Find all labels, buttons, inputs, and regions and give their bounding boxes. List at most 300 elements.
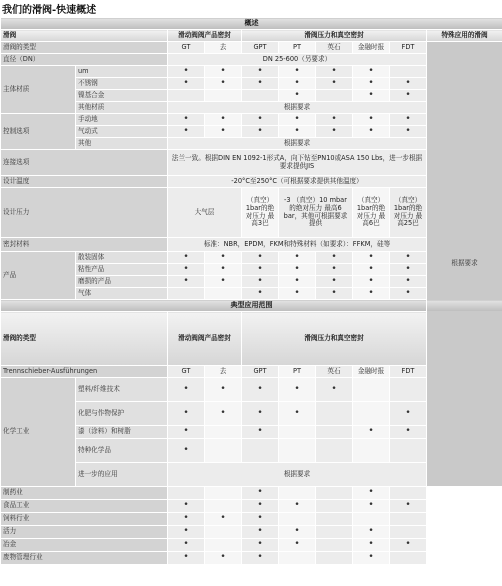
sub-label: 不锈钢 [76,78,168,90]
bullet-mark: • [220,125,226,136]
type-cell: PT [279,42,316,54]
page-title: 我们的滑阀-快速概述 [2,5,97,16]
type-cell: 去 [205,42,242,54]
mark-cell [353,276,390,288]
type-label: Trennschieber-Ausführungen [1,366,168,378]
bullet-mark: • [368,89,374,100]
mark-cell [279,552,316,565]
header-first: 滑阀的类型 [1,312,168,366]
mark-cell [279,252,316,264]
bullet-mark: • [405,275,411,286]
mark-cell [353,526,390,539]
bullet-mark: • [257,113,263,124]
mark-cell [242,378,279,402]
mark-cell [205,78,242,90]
bullet-mark: • [183,383,189,394]
mark-cell [353,114,390,126]
bullet-mark: • [257,275,263,286]
mark-cell [279,114,316,126]
bullet-mark: • [257,65,263,76]
mark-cell [279,402,316,426]
mark-cell [168,276,205,288]
applications-band: 典型应用范围 [1,300,502,312]
mark-cell [353,539,390,552]
type-cell: PT [279,366,316,378]
mark-cell [205,276,242,288]
mark-cell [205,526,242,539]
type-cell: GPT [242,366,279,378]
bullet-mark: • [183,526,189,537]
mark-cell [279,288,316,300]
mark-cell [316,526,353,539]
mark-cell [242,288,279,300]
bullet-mark: • [257,263,263,274]
bullet-mark: • [257,500,263,511]
seal-label: 密封材料 [1,238,168,252]
mark-cell [390,552,427,565]
sub-label: 进一步的应用 [76,463,168,487]
bullet-mark: • [405,113,411,124]
mark-cell [279,539,316,552]
mark-cell [316,500,353,513]
mark-cell [242,487,279,500]
bullet-mark: • [331,263,337,274]
mark-cell [316,66,353,78]
mark-cell [168,552,205,565]
mark-cell [353,66,390,78]
mark-cell [316,402,353,426]
mark-cell [390,539,427,552]
sub-label: 磨损的产品 [76,276,168,288]
bullet-mark: • [257,539,263,550]
mark-cell [205,264,242,276]
temperature-label: 设计温度 [1,176,168,188]
mark-cell [390,78,427,90]
pressure-label: 设计压力 [1,188,168,238]
bullet-mark: • [331,287,337,298]
span-cell: 根据要求 [168,138,427,150]
table-row [1,552,502,565]
bullet-mark: • [183,275,189,286]
mark-cell [205,402,242,426]
bullet-mark: • [183,77,189,88]
mark-cell [390,126,427,138]
bullet-mark: • [183,513,189,524]
sub-label: 漆（涂料）和树脂 [76,426,168,439]
mark-cell [168,402,205,426]
mark-cell [279,439,316,463]
sub-label: 镍基合金 [76,90,168,102]
mark-cell [353,78,390,90]
mark-cell [353,513,390,526]
mark-cell [353,402,390,426]
mark-cell [316,288,353,300]
mark-cell [390,487,427,500]
special-column: 根据要求 [427,42,502,487]
sub-label: 其他 [76,138,168,150]
bullet-mark: • [257,407,263,418]
mark-cell [168,114,205,126]
diameter-value: DN 25-600（另要求） [168,54,427,66]
bullet-mark: • [220,275,226,286]
mark-cell [316,114,353,126]
mark-cell [242,526,279,539]
mark-cell [316,126,353,138]
mark-cell [168,539,205,552]
bullet-mark: • [257,125,263,136]
mark-cell [390,66,427,78]
bullet-mark: • [294,251,300,262]
mark-cell [168,378,205,402]
table-row [1,513,502,526]
bullet-mark: • [368,77,374,88]
bullet-mark: • [368,263,374,274]
bullet-mark: • [405,407,411,418]
table-row [1,500,502,513]
bullet-mark: • [183,426,189,437]
sub-label: 化肥与作物保护 [76,402,168,426]
mark-cell [279,487,316,500]
industry-label: 制药业 [1,487,168,500]
chemistry-label: 化学工业 [1,378,76,487]
table-row [1,487,502,500]
mark-cell [316,439,353,463]
type-cell: FDT [390,42,427,54]
mark-cell [205,252,242,264]
bullet-mark: • [257,383,263,394]
sub-label: 手动地 [76,114,168,126]
mark-cell [242,276,279,288]
industry-label: 废物管理行业 [1,552,168,565]
pressure-atm: 大气层 [168,188,242,238]
diameter-label: 直径（DN） [1,54,168,66]
mark-cell [242,78,279,90]
industry-label: 食品工业 [1,500,168,513]
mark-cell [316,264,353,276]
mark-cell [279,526,316,539]
bullet-mark: • [368,426,374,437]
mark-cell [353,552,390,565]
mark-cell [242,114,279,126]
type-label: 滑阀的类型 [1,42,168,54]
bullet-mark: • [257,251,263,262]
mark-cell [390,252,427,264]
type-cell: 金融时报 [353,366,390,378]
mark-cell [205,439,242,463]
bullet-mark: • [331,125,337,136]
bullet-mark: • [405,125,411,136]
bullet-mark: • [405,77,411,88]
bullet-mark: • [183,65,189,76]
temperature-value: -20°C至250°C（可根据要求提供其他温度） [168,176,427,188]
bullet-mark: • [220,552,226,563]
mark-cell [279,90,316,102]
mark-cell [390,114,427,126]
mark-cell [242,500,279,513]
mark-cell [168,78,205,90]
header-product: 滑动阀阀产品密封 [168,312,242,366]
bullet-mark: • [183,251,189,262]
bullet-mark: • [220,383,226,394]
type-cell: GPT [242,42,279,54]
bullet-mark: • [294,113,300,124]
mark-cell [390,526,427,539]
sub-label: um [76,66,168,78]
bullet-mark: • [183,539,189,550]
pressure-fdt: （真空）1bar的绝对压力 最高25巴 [390,188,427,238]
mark-cell [242,426,279,439]
mark-cell [279,276,316,288]
product-label: 产品 [1,252,76,300]
mark-cell [390,378,427,402]
bullet-mark: • [183,444,189,455]
bullet-mark: • [294,500,300,511]
type-cell: GT [168,42,205,54]
mark-cell [390,288,427,300]
bullet-mark: • [368,275,374,286]
mark-cell [279,513,316,526]
bullet-mark: • [257,552,263,563]
bullet-mark: • [220,251,226,262]
mark-cell [168,439,205,463]
type-cell: 金融时报 [353,42,390,54]
bullet-mark: • [294,275,300,286]
pressure-gpt: （真空）1bar的绝对压力 最高3巴 [242,188,279,238]
industry-label: 冶金 [1,539,168,552]
mark-cell [390,439,427,463]
bullet-mark: • [405,89,411,100]
header-pressure: 滑阀压力和真空密封 [242,312,427,366]
type-cell: GT [168,366,205,378]
mark-cell [279,78,316,90]
mark-cell [205,114,242,126]
bullet-mark: • [294,125,300,136]
mark-cell [390,264,427,276]
bullet-mark: • [257,287,263,298]
bullet-mark: • [220,113,226,124]
bullet-mark: • [368,287,374,298]
mark-cell [390,402,427,426]
bullet-mark: • [294,383,300,394]
mark-cell [316,487,353,500]
bullet-mark: • [294,407,300,418]
mark-cell [390,90,427,102]
mark-cell [390,276,427,288]
industry-label: 饲料行业 [1,513,168,526]
mark-cell [316,378,353,402]
mark-cell [353,90,390,102]
table-row [1,30,502,42]
mark-cell [205,426,242,439]
bullet-mark: • [220,407,226,418]
mark-cell [279,66,316,78]
bullet-mark: • [368,487,374,498]
bullet-mark: • [368,539,374,550]
bullet-mark: • [183,500,189,511]
bullet-mark: • [257,426,263,437]
bullet-mark: • [368,500,374,511]
mark-cell [316,276,353,288]
bullet-mark: • [183,263,189,274]
mark-cell [279,264,316,276]
bullet-mark: • [368,251,374,262]
mark-cell [316,78,353,90]
span-cell: 根据要求 [168,463,427,487]
mark-cell [168,288,205,300]
mark-cell [168,252,205,264]
header-special: 特殊应用的滑阀 [427,30,502,42]
seal-value: 标准：NBR，EPDM，FKM和特殊材料（如要求）：FFKM，硅等 [168,238,427,252]
connection-label: 连接选项 [1,150,168,176]
span-cell: 根据要求 [168,102,427,114]
table-row [1,526,502,539]
table-row [1,42,502,54]
mark-cell [205,288,242,300]
mark-cell [242,439,279,463]
mark-cell [242,90,279,102]
mark-cell [279,378,316,402]
mark-cell [316,426,353,439]
type-cell: 英石 [316,366,353,378]
type-cell: 英石 [316,42,353,54]
mark-cell [353,288,390,300]
mark-cell [242,252,279,264]
mark-cell [316,552,353,565]
bullet-mark: • [405,500,411,511]
bullet-mark: • [294,89,300,100]
sub-label: 塑料/纤维技术 [76,378,168,402]
bullet-mark: • [220,263,226,274]
mark-cell [168,487,205,500]
pressure-ft: （真空）1bar的绝对压力 最高6巴 [353,188,390,238]
mark-cell [242,264,279,276]
bullet-mark: • [220,65,226,76]
bullet-mark: • [294,65,300,76]
mark-cell [242,66,279,78]
mark-cell [242,539,279,552]
bullet-mark: • [368,526,374,537]
bullet-mark: • [183,113,189,124]
bullet-mark: • [368,65,374,76]
mark-cell [168,90,205,102]
header-first: 滑阀 [1,30,168,42]
mark-cell [353,439,390,463]
bullet-mark: • [405,539,411,550]
bullet-mark: • [331,65,337,76]
mark-cell [205,513,242,526]
bullet-mark: • [257,77,263,88]
mark-cell [242,126,279,138]
table-row [1,18,502,30]
table-row [1,300,502,312]
bullet-mark: • [294,287,300,298]
sub-label: 气体 [76,288,168,300]
mark-cell [205,487,242,500]
mark-cell [205,66,242,78]
sub-label: 其他材质 [76,102,168,114]
bullet-mark: • [220,513,226,524]
connection-value: 法兰一致。根据DIN EN 1092-1形式A，向下钻至PN10或ASA 150 Lbs，进一步根据要求提供JIS [168,150,427,176]
mark-cell [316,513,353,526]
header-product: 滑动阀阀产品密封 [168,30,242,42]
bullet-mark: • [331,113,337,124]
bullet-mark: • [405,426,411,437]
mark-cell [279,500,316,513]
bullet-mark: • [294,77,300,88]
type-cell: 去 [205,366,242,378]
bullet-mark: • [220,77,226,88]
mark-cell [390,500,427,513]
bullet-mark: • [331,77,337,88]
mark-cell [353,487,390,500]
sub-label: 散装固体 [76,252,168,264]
mark-cell [316,252,353,264]
header-pressure: 滑阀压力和真空密封 [242,30,427,42]
mark-cell [168,426,205,439]
bullet-mark: • [294,526,300,537]
mark-cell [316,539,353,552]
bullet-mark: • [257,513,263,524]
mark-cell [205,500,242,513]
mark-cell [168,513,205,526]
overview-table [0,17,502,565]
mark-cell [168,500,205,513]
bullet-mark: • [405,251,411,262]
bullet-mark: • [331,383,337,394]
mark-cell [168,526,205,539]
bullet-mark: • [368,113,374,124]
bullet-mark: • [257,487,263,498]
mark-cell [168,126,205,138]
mark-cell [242,402,279,426]
mark-cell [205,552,242,565]
mark-cell [353,126,390,138]
sub-label: 粘性产品 [76,264,168,276]
industry-label: 活力 [1,526,168,539]
mark-cell [168,264,205,276]
mark-cell [279,426,316,439]
mark-cell [353,264,390,276]
bullet-mark: • [183,407,189,418]
bullet-mark: • [405,287,411,298]
overview-band: 概述 [1,18,502,30]
sub-label: 特种化学品 [76,439,168,463]
material-label: 主体材质 [1,66,76,114]
mark-cell [390,426,427,439]
mark-cell [316,90,353,102]
bullet-mark: • [294,263,300,274]
mark-cell [353,252,390,264]
mark-cell [205,378,242,402]
mark-cell [168,66,205,78]
mark-cell [242,513,279,526]
bullet-mark: • [368,125,374,136]
mark-cell [205,90,242,102]
bullet-mark: • [257,526,263,537]
mark-cell [353,500,390,513]
mark-cell [390,513,427,526]
bullet-mark: • [183,552,189,563]
sub-label: 气动式 [76,126,168,138]
mark-cell [205,126,242,138]
mark-cell [353,378,390,402]
control-label: 控制选项 [1,114,76,150]
type-cell: FDT [390,366,427,378]
bullet-mark: • [331,251,337,262]
mark-cell [279,126,316,138]
mark-cell [242,552,279,565]
bullet-mark: • [368,552,374,563]
